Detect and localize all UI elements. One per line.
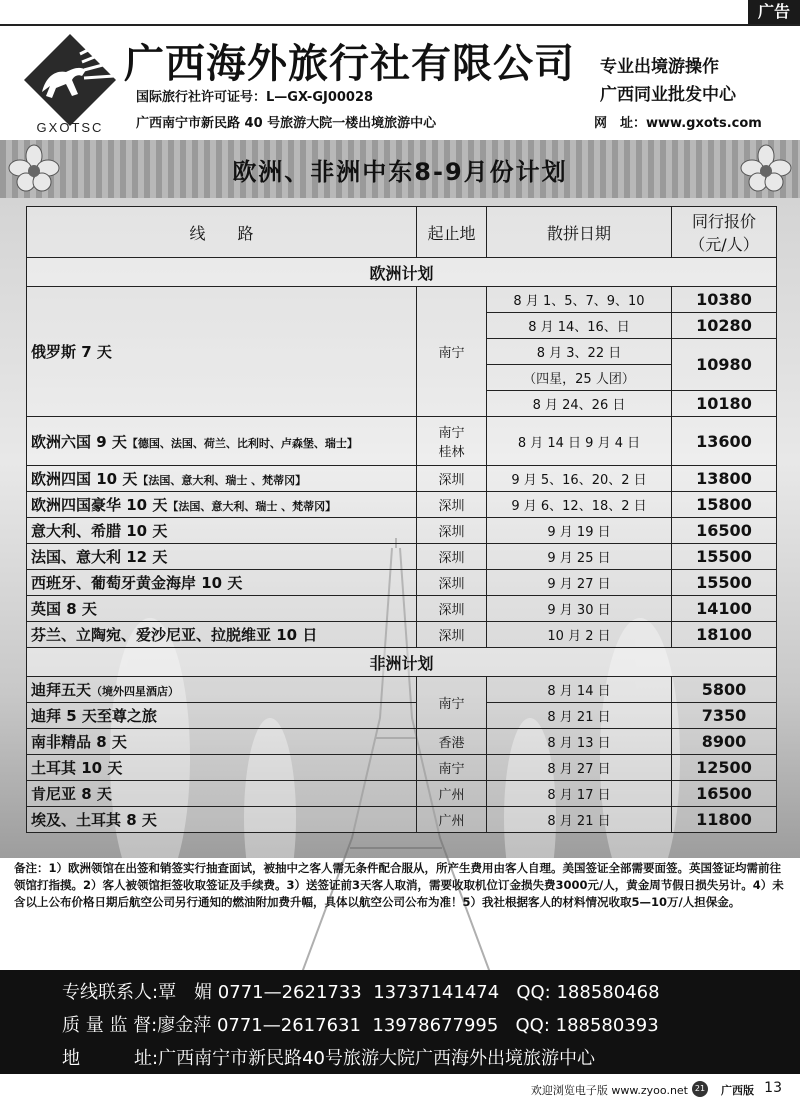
date-note-cell: （四星，25 人团） — [487, 365, 672, 391]
city-cell: 深圳 — [417, 570, 487, 596]
route-cell: 南非精品 8 天 — [27, 729, 417, 755]
price-cell: 15500 — [672, 544, 777, 570]
section-africa: 非洲计划 — [27, 648, 777, 677]
city-cell: 深圳 — [417, 518, 487, 544]
table-row — [27, 703, 777, 729]
route-cell: 迪拜 5 天至尊之旅 — [27, 703, 417, 729]
tour-plan-table — [26, 206, 777, 833]
date-cell: 8 月 13 日 — [487, 729, 672, 755]
city-cell: 深圳 — [417, 622, 487, 648]
table-row — [27, 417, 777, 466]
header-dates: 散拼日期 — [487, 207, 672, 258]
route-detail: （境外四星酒店） — [91, 685, 180, 698]
price-cell: 14100 — [672, 596, 777, 622]
route-cell — [27, 518, 417, 544]
route-name: 芬兰、立陶宛、爱沙尼亚、拉脱维亚 10 日 — [31, 626, 318, 644]
route-cell — [27, 417, 417, 466]
date-cell: 8 月 24、26 日 — [487, 391, 672, 417]
price-cell: 13600 — [672, 417, 777, 466]
table-row — [27, 287, 777, 313]
route-name: 西班牙、葡萄牙黄金海岸 10 天 — [31, 574, 243, 592]
route-cell: 埃及、土耳其 8 天 — [27, 807, 417, 833]
header-price: 同行报价（元/人） — [672, 207, 777, 258]
header — [0, 26, 800, 138]
contact-panel — [0, 970, 800, 1074]
table-header-row — [27, 207, 777, 258]
route-cell — [27, 492, 417, 518]
table-row — [27, 755, 777, 781]
table-row — [27, 781, 777, 807]
route-name: 意大利、希腊 10 天 — [31, 522, 168, 540]
price-cell: 13800 — [672, 466, 777, 492]
route-detail: 【德国、法国、荷兰、比利时、卢森堡、瑞士】 — [126, 436, 358, 450]
date-cell: 8 月 21 日 — [487, 807, 672, 833]
date-cell: 8 月 14、16、日 — [487, 313, 672, 339]
page-number: 13 — [764, 1080, 782, 1096]
route-cell — [27, 622, 417, 648]
badge-icon: 21 — [692, 1081, 708, 1097]
route-cell — [27, 544, 417, 570]
city-cell — [417, 417, 487, 466]
date-cell: 8 月 3、22 日 — [487, 339, 672, 365]
date-cell: 9 月 19 日 — [487, 518, 672, 544]
table-row — [27, 729, 777, 755]
route-cell: 土耳其 10 天 — [27, 755, 417, 781]
date-cell: 8 月 21 日 — [487, 703, 672, 729]
price-cell: 16500 — [672, 781, 777, 807]
website-link[interactable]: 网 址：www.gxots.com — [594, 116, 762, 131]
city-russia: 南宁 — [417, 287, 487, 417]
price-cell: 11800 — [672, 807, 777, 833]
footer-site[interactable]: 欢迎浏览电子版 www.zyoo.net — [530, 1084, 688, 1097]
notes-text: 备注：1）欧洲领馆在出签和销签实行抽查面试，被抽中之客人需无条件配合服从，所产生费用由客人自理。美国签证全部需要面签。英国签证均需前往领馆打指摸。2）客人被领馆拒签收取签证及手续费。3）送签证前3天客人取消，需要收取机位订金损失费3000元/人，黄金周节假日损失另计。4）未含以上公布价格日期后航空公司另行通知的燃油附加费升幅，具体以航空公司公布为准！5）我社根据客人的材料情况收取5—10万/人担保金。 — [14, 861, 784, 909]
date-cell: 8 月 14 日 9 月 4 日 — [487, 417, 672, 466]
table-row — [27, 570, 777, 596]
route-cell — [27, 570, 417, 596]
route-detail: 【法国、意大利、瑞士 、梵蒂冈】 — [137, 474, 307, 487]
price-cell: 15500 — [672, 570, 777, 596]
date-cell: 8 月 17 日 — [487, 781, 672, 807]
price-cell: 12500 — [672, 755, 777, 781]
city-cell: 深圳 — [417, 544, 487, 570]
price-cell: 18100 — [672, 622, 777, 648]
route-name: 欧洲四国豪华 10 天 — [31, 496, 168, 514]
price-cell: 10180 — [672, 391, 777, 417]
city-nanning: 南宁 — [438, 426, 465, 441]
date-cell: 9 月 27 日 — [487, 570, 672, 596]
price-cell: 8900 — [672, 729, 777, 755]
date-cell: 9 月 25 日 — [487, 544, 672, 570]
date-cell: 8 月 27 日 — [487, 755, 672, 781]
route-cell — [27, 596, 417, 622]
flower-icon — [736, 144, 796, 194]
table-row — [27, 807, 777, 833]
city-cell: 香港 — [417, 729, 487, 755]
table-row — [27, 677, 777, 703]
quality-supervisor: 质 量 监 督:廖金萍 0771—2617631 13978677995 QQ: 188580393 — [62, 1015, 659, 1036]
route-name: 法国、意大利 12 天 — [31, 548, 168, 566]
section-europe: 欧洲计划 — [27, 258, 777, 287]
city-cell: 广州 — [417, 807, 487, 833]
date-cell: 8 月 1、5、7、9、10 — [487, 287, 672, 313]
table-row — [27, 596, 777, 622]
route-name: 英国 8 天 — [31, 600, 97, 618]
city-cell: 南宁 — [417, 677, 487, 729]
footer-brand: 广西版 — [721, 1084, 754, 1097]
tagline-wholesale: 广西同业批发中心 — [600, 85, 736, 105]
tagline-outbound: 专业出境游操作 — [600, 57, 719, 77]
price-cell: 10280 — [672, 313, 777, 339]
company-name: 广西海外旅行社有限公司 — [124, 40, 575, 87]
date-cell: 9 月 6、12、18、2 日 — [487, 492, 672, 518]
table-row — [27, 492, 777, 518]
header-city: 起止地 — [417, 207, 487, 258]
ad-tag: 广告 — [748, 0, 800, 24]
route-detail: 【法国、意大利、瑞士 、梵蒂冈】 — [167, 500, 337, 513]
contact-person: 专线联系人:覃 媚 0771—2621733 13737141474 QQ: 188580468 — [62, 982, 660, 1003]
city-cell: 广州 — [417, 781, 487, 807]
route-name: 欧洲六国 9 天 — [31, 432, 127, 451]
header-address: 广西南宁市新民路 40 号旅游大院一楼出境旅游中心 — [136, 116, 437, 131]
price-cell: 16500 — [672, 518, 777, 544]
date-cell: 9 月 5、16、20、2 日 — [487, 466, 672, 492]
route-cell — [27, 466, 417, 492]
date-cell: 9 月 30 日 — [487, 596, 672, 622]
logo-text: GXOTSC — [36, 120, 104, 135]
date-cell: 10 月 2 日 — [487, 622, 672, 648]
price-cell: 15800 — [672, 492, 777, 518]
city-cell: 深圳 — [417, 492, 487, 518]
table-row — [27, 466, 777, 492]
price-cell: 7350 — [672, 703, 777, 729]
company-logo-icon — [22, 32, 118, 130]
table-row — [27, 544, 777, 570]
price-cell: 10980 — [672, 339, 777, 391]
route-cell — [27, 677, 417, 703]
banner-title: 欧洲、非洲中东8-9月份计划 — [232, 158, 568, 186]
city-guilin: 桂林 — [438, 445, 465, 460]
date-cell: 8 月 14 日 — [487, 677, 672, 703]
table-row — [27, 622, 777, 648]
route-cell: 肯尼亚 8 天 — [27, 781, 417, 807]
header-route: 线 路 — [27, 207, 417, 258]
route-name: 欧洲四国 10 天 — [31, 470, 138, 488]
title-banner — [0, 140, 800, 198]
price-cell: 5800 — [672, 677, 777, 703]
route-russia: 俄罗斯 7 天 — [27, 287, 417, 417]
price-cell: 10380 — [672, 287, 777, 313]
table-row — [27, 518, 777, 544]
city-cell: 南宁 — [417, 755, 487, 781]
route-name: 迪拜五天 — [31, 681, 92, 699]
city-cell: 深圳 — [417, 596, 487, 622]
license-number: 国际旅行社许可证号：L—GX-GJ00028 — [136, 90, 374, 105]
footer — [0, 1078, 800, 1100]
city-cell: 深圳 — [417, 466, 487, 492]
contact-address: 地 址:广西南宁市新民路40号旅游大院广西海外出境旅游中心 — [62, 1048, 595, 1069]
